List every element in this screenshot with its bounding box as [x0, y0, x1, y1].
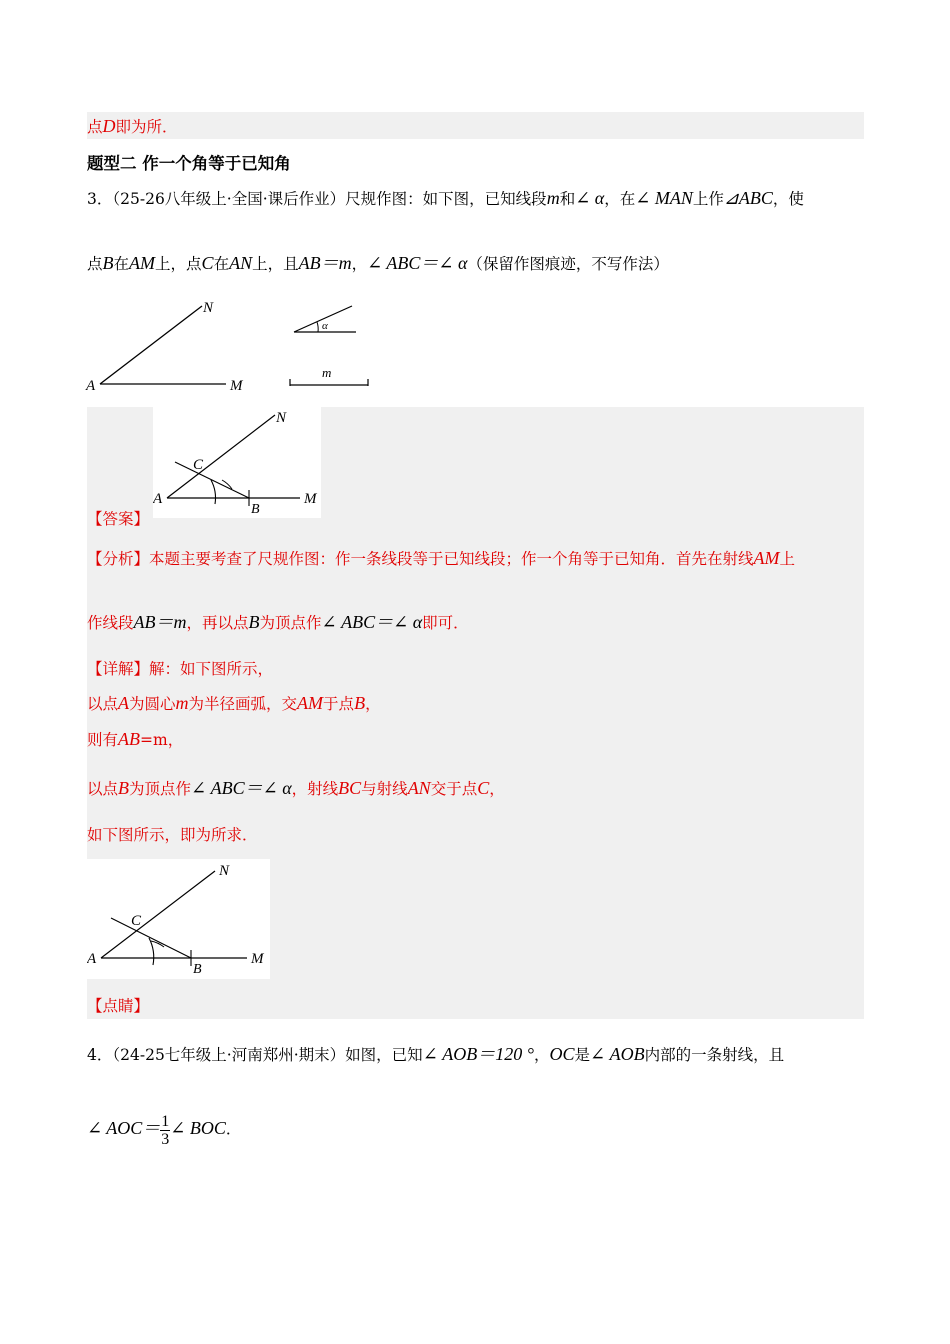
label-C: C — [131, 913, 142, 929]
detail-line-1: 【详解】解：如下图所示， — [87, 660, 274, 678]
label-M: M — [230, 378, 243, 394]
answer-tail-block — [87, 112, 864, 139]
q4-line-1: 4．（24-25七年级上·河南郑州·期末）如图，已知∠ AOB＝120 °，OC是∠ AOB内部的一条射线，且 — [87, 1044, 785, 1064]
alpha-arc — [317, 322, 318, 332]
answer-tail-line: 点D即为所． — [87, 116, 178, 136]
answer-figure — [153, 407, 321, 518]
q3-figure-angle-MAN — [80, 292, 260, 398]
ray-AN — [100, 306, 202, 384]
label-alpha: α — [322, 320, 328, 332]
detail-line-5: 如下图所示，即为所求． — [87, 826, 258, 844]
label-A: A — [86, 378, 96, 394]
label-N: N — [219, 863, 230, 879]
arc-at-A — [211, 480, 215, 504]
detail-figure — [87, 859, 270, 979]
analysis-line-2: 作线段AB＝m，再以点B为顶点作∠ ABC＝∠ α即可． — [87, 612, 469, 632]
ray-BC — [111, 918, 191, 958]
answer-tag: 【答案】 — [87, 510, 150, 528]
comment-tag: 【点睛】 — [87, 997, 150, 1015]
label-N: N — [203, 300, 214, 316]
section-title: 题型二 作一个角等于已知角 — [87, 154, 291, 173]
q4-line-2: ∠ AOC＝ $\frac{1}{3}$ ∠ BOC． — [87, 1112, 242, 1148]
q3-line-2: 点B在AM上，点C在AN上，且AB＝m，∠ ABC＝∠ α（保留作图痕迹，不写作法） — [87, 253, 669, 273]
label-B: B — [193, 962, 202, 977]
label-m: m — [322, 365, 332, 380]
arc-at-A — [149, 938, 154, 965]
ray-AN — [167, 415, 275, 498]
label-A: A — [87, 951, 97, 967]
label-M: M — [251, 951, 264, 967]
label-C: C — [193, 457, 204, 473]
q3-figure-alpha-and-m — [284, 300, 379, 392]
ray-BC — [175, 462, 249, 498]
detail-line-3: 则有AB=m， — [87, 729, 184, 749]
label-A: A — [153, 491, 163, 507]
ray-AN — [101, 871, 215, 958]
q3-line-1: 3．（25-26八年级上·全国·课后作业）尺规作图：如下图，已知线段m和∠ α，在∠ MAN上作⊿ABC，使 — [87, 188, 804, 208]
label-M: M — [304, 491, 317, 507]
label-N: N — [276, 410, 287, 426]
fraction-one-third: $\frac{1}{3}$ — [161, 1112, 170, 1148]
detail-line-4: 以点B为顶点作∠ ABC＝∠ α，射线BC与射线AN交于点C， — [87, 778, 505, 798]
detail-line-2: 以点A为圆心m为半径画弧，交AM于点B， — [87, 693, 381, 713]
analysis-line-1: 【分析】本题主要考查了尺规作图：作一条线段等于已知线段；作一个角等于已知角．首先在射线AM上 — [87, 548, 796, 568]
label-B: B — [251, 502, 260, 517]
